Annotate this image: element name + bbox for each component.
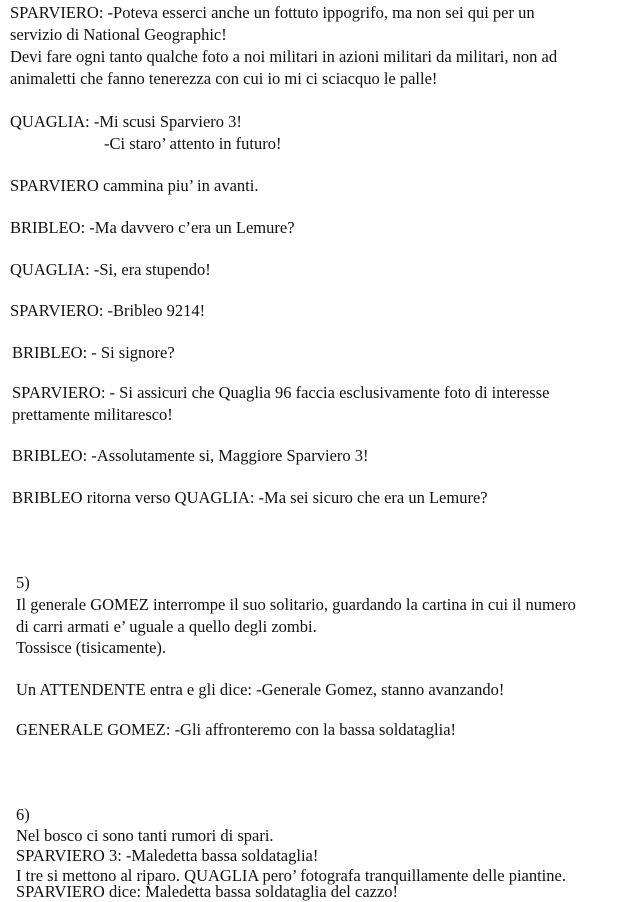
text-line: servizio di National Geographic! — [10, 25, 227, 44]
text-line: SPARVIERO: -Bribleo 9214! — [10, 301, 206, 320]
text-line: SPARVIERO: - Si assicuri che Quaglia 96 faccia esclusivamente foto di interesse — [12, 383, 550, 402]
text-line: Nel bosco ci sono tanti rumori di spari. — [16, 826, 274, 845]
text-line: Devi fare ogni tanto qualche foto a noi militari in azioni militari da militari, non ad — [10, 47, 558, 66]
text-line: -Ci staro’ attento in futuro! — [104, 134, 282, 153]
text-line: SPARVIERO 3: -Maledetta bassa soldataglia! — [16, 846, 319, 865]
text-line: SPARVIERO dice: Maledetta bassa soldataglia del cazzo! — [16, 882, 399, 901]
text-line: di carri armati e’ uguale a quello degli zombi. — [16, 617, 317, 636]
text-line: BRIBLEO ritorna verso QUAGLIA: -Ma sei sicuro che era un Lemure? — [12, 488, 488, 507]
text-line: QUAGLIA: -Si, era stupendo! — [10, 260, 211, 279]
text-line: Tossisce (tisicamente). — [16, 638, 167, 657]
section-number: 5) — [16, 573, 30, 592]
section-number: 6) — [16, 805, 30, 824]
text-line: prettamente militaresco! — [12, 405, 173, 424]
text-line: Il generale GOMEZ interrompe il suo solitario, guardando la cartina in cui il numero — [16, 595, 576, 614]
text-line: animaletti che fanno tenerezza con cui io mi ci sciacquo le palle! — [10, 69, 438, 88]
text-line: QUAGLIA: -Mi scusi Sparviero 3! — [10, 112, 242, 131]
text-line: SPARVIERO: -Poteva esserci anche un fottuto ippogrifo, ma non sei qui per un — [10, 3, 535, 22]
text-line: I tre si mettono al riparo. QUAGLIA pero’ fotografa tranquillamente delle piantine. — [16, 866, 566, 885]
text-line: Un ATTENDENTE entra e gli dice: -Generale Gomez, stanno avanzando! — [16, 680, 505, 699]
text-line: BRIBLEO: -Ma davvero c’era un Lemure? — [10, 218, 295, 237]
text-line: GENERALE GOMEZ: -Gli affronteremo con la bassa soldataglia! — [16, 720, 457, 739]
text-line: SPARVIERO cammina piu’ in avanti. — [10, 176, 259, 195]
text-line: BRIBLEO: -Assolutamente si, Maggiore Sparviero 3! — [12, 446, 369, 465]
text-line: BRIBLEO: - Si signore? — [12, 343, 175, 362]
